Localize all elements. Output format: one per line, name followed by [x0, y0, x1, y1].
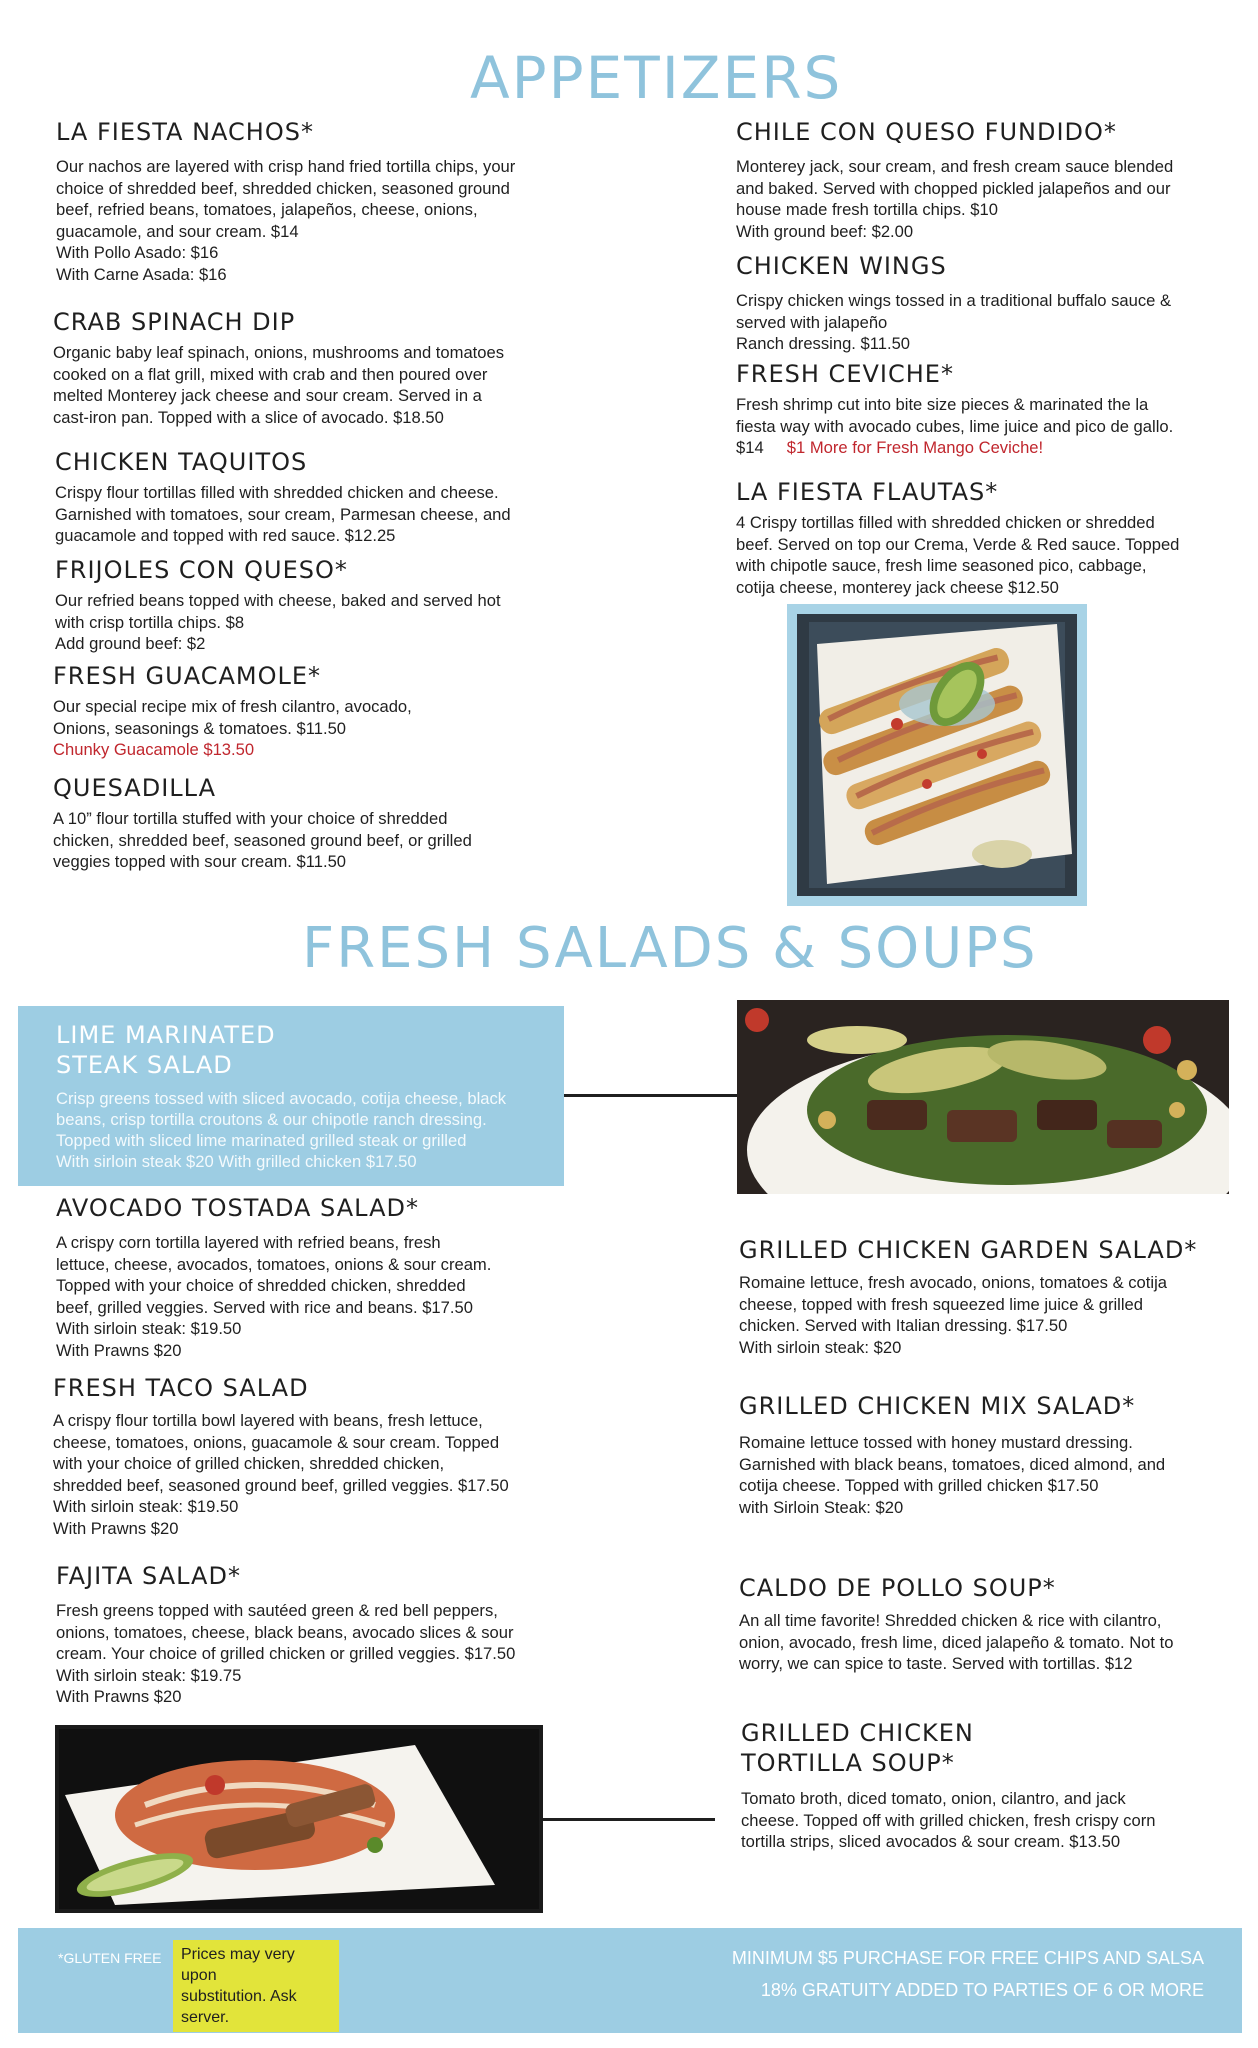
item-description: An all time favorite! Shredded chicken & rice with cilantro, onion, avocado, fresh lime, diced jalapeño & tomato. Not to worry, we can spice to taste. Served with tortillas. $12: [739, 1611, 1174, 1673]
item-description: Monterey jack, sour cream, and fresh cream sauce blended and baked. Served with chopped pickled jalapeños and our house made fresh tortilla chips. $10 With ground beef: $2.00: [736, 157, 1174, 241]
featured-salad-box: [18, 1006, 564, 1186]
item-title: GRILLED CHICKEN GARDEN SALAD*: [739, 1236, 1198, 1264]
price-note-box: Prices may very upon substitution. Ask server.: [173, 1940, 339, 2032]
footer-bar: [18, 1928, 1242, 2033]
item-title: CHILE CON QUESO FUNDIDO*: [736, 118, 1117, 146]
item-title: CALDO DE POLLO SOUP*: [739, 1574, 1056, 1602]
item-description: A crispy corn tortilla layered with refried beans, fresh lettuce, cheese, avocados, tomatoes, onions & sour cream. Topped with your choice of shredded chicken, shredded beef, grilled veggies. Served with rice and beans. $17.50 With sirloin steak: $19.50 With Prawns $20: [56, 1233, 492, 1360]
item-description: Our nachos are layered with crisp hand fried tortilla chips, your choice of shredded beef, shredded chicken, seasoned ground beef, refried beans, tomatoes, jalapeños, cheese, onions, guacamole, and sour cream. $14 With Pollo Asado: $16 With Carne Asada: $16: [56, 157, 516, 284]
item-title: LA FIESTA FLAUTAS*: [736, 478, 999, 506]
item-title: FRESH GUACAMOLE*: [53, 662, 322, 690]
item-description: Fresh greens topped with sautéed green & red bell peppers, onions, tomatoes, cheese, black beans, avocado slices & sour cream. Your choice of grilled chicken or grilled veggies. $17.50 With sirloin steak: $19.75 With Prawns $20: [56, 1601, 516, 1706]
item-description: Romaine lettuce, fresh avocado, onions, tomatoes & cotija cheese, topped with fresh squeezed lime juice & grilled chicken. Served with Italian dressing. $17.50 With sirloin steak: $20: [739, 1273, 1167, 1357]
item-title: CHICKEN TAQUITOS: [55, 448, 308, 476]
salads-heading: FRESH SALADS & SOUPS: [302, 916, 1038, 981]
item-title: FRESH CEVICHE*: [736, 360, 954, 388]
connector-line: [564, 1094, 738, 1097]
item-description: Fresh shrimp cut into bite size pieces & marinated the la fiesta way with avocado cubes, lime juice and pico de gallo. $14 $1 More for Fresh Mango Ceviche!: [736, 395, 1174, 457]
item-title: GRILLED CHICKEN TORTILLA SOUP*: [741, 1719, 974, 1777]
item-title: QUESADILLA: [53, 774, 216, 802]
item-description: A crispy flour tortilla bowl layered with beans, fresh lettuce, cheese, tomatoes, onions, guacamole & sour cream. Topped with your choice of grilled chicken, shredded chicken, shredded beef, seasoned ground beef, grilled veggies. $17.50 With sirloin steak: $19.50 With Prawns $20: [53, 1411, 509, 1538]
item-description: Our refried beans topped with cheese, baked and served hot with crisp tortilla chips. $8 Add ground beef: $2: [55, 591, 501, 653]
steak-salad-photo: [737, 1000, 1229, 1194]
featured-salad-description: Crisp greens tossed with sliced avocado, cotija cheese, black beans, crisp tortilla croutons & our chipotle ranch dressing. Topped with sliced lime marinated grilled steak or grilled With sirloin steak $20 With grilled chicken $17.50: [56, 1089, 507, 1171]
item-description: Organic baby leaf spinach, onions, mushrooms and tomatoes cooked on a flat grill, mixed with crab and then poured over melted Monterey jack cheese and sour cream. Served in a cast-iron pan. Topped with a slice of avocado. $18.50: [53, 343, 505, 427]
item-description: Romaine lettuce tossed with honey mustard dressing. Garnished with black beans, tomatoes, diced almond, and cotija cheese. Topped with grilled chicken $17.50 with Sirloin Steak: $20: [739, 1433, 1166, 1517]
item-description: 4 Crispy tortillas filled with shredded chicken or shredded beef. Served on top our Crema, Verde & Red sauce. Topped with chipotle sauce, fresh lime seasoned pico, cabbage, cotija cheese, monterey jack cheese $12.50: [736, 513, 1180, 597]
item-description: Tomato broth, diced tomato, onion, cilantro, and jack cheese. Topped off with grilled chicken, fresh crispy corn tortilla strips, sliced avocados & sour cream. $13.50: [741, 1789, 1156, 1851]
gratuity-note: 18% GRATUITY ADDED TO PARTIES OF 6 OR MORE: [760, 1980, 1204, 2000]
item-title: FRESH TACO SALAD: [53, 1374, 309, 1402]
ceviche-price: $14: [736, 438, 764, 457]
appetizers-heading: APPETIZERS: [470, 44, 843, 112]
item-title: CHICKEN WINGS: [736, 252, 947, 280]
flautas-photo: [787, 604, 1087, 906]
item-description: Crispy flour tortillas filled with shredded chicken and cheese. Garnished with tomatoes, sour cream, Parmesan cheese, and guacamole and topped with red sauce. $12.25: [55, 483, 511, 545]
chips-note: MINIMUM $5 PURCHASE FOR FREE CHIPS AND SALSA: [731, 1948, 1204, 1968]
item-title: FAJITA SALAD*: [56, 1562, 241, 1590]
featured-salad-title: LIME MARINATED STEAK SALAD: [56, 1021, 276, 1079]
fajita-salad-photo: [55, 1725, 543, 1913]
item-title: AVOCADO TOSTADA SALAD*: [56, 1194, 419, 1222]
item-title: CRAB SPINACH DIP: [53, 308, 296, 336]
item-title: GRILLED CHICKEN MIX SALAD*: [739, 1392, 1136, 1420]
item-title: LA FIESTA NACHOS*: [56, 118, 314, 146]
item-description: Our special recipe mix of fresh cilantro, avocado, Onions, seasonings & tomatoes. $11.50 Chunky Guacamole $13.50: [53, 697, 412, 759]
chunky-guacamole-note: Chunky Guacamole $13.50: [53, 740, 255, 759]
item-description: A 10” flour tortilla stuffed with your choice of shredded chicken, shredded beef, seasoned ground beef, or grilled veggies topped with sour cream. $11.50: [53, 809, 472, 871]
item-title: FRIJOLES CON QUESO*: [55, 556, 348, 584]
gluten-free-note: *GLUTEN FREE: [58, 1950, 162, 1966]
connector-line: [543, 1818, 715, 1821]
item-description: Crispy chicken wings tossed in a traditional buffalo sauce & served with jalapeño Ranch dressing. $11.50: [736, 291, 1172, 353]
mango-ceviche-note: $1 More for Fresh Mango Ceviche!: [786, 438, 1044, 457]
